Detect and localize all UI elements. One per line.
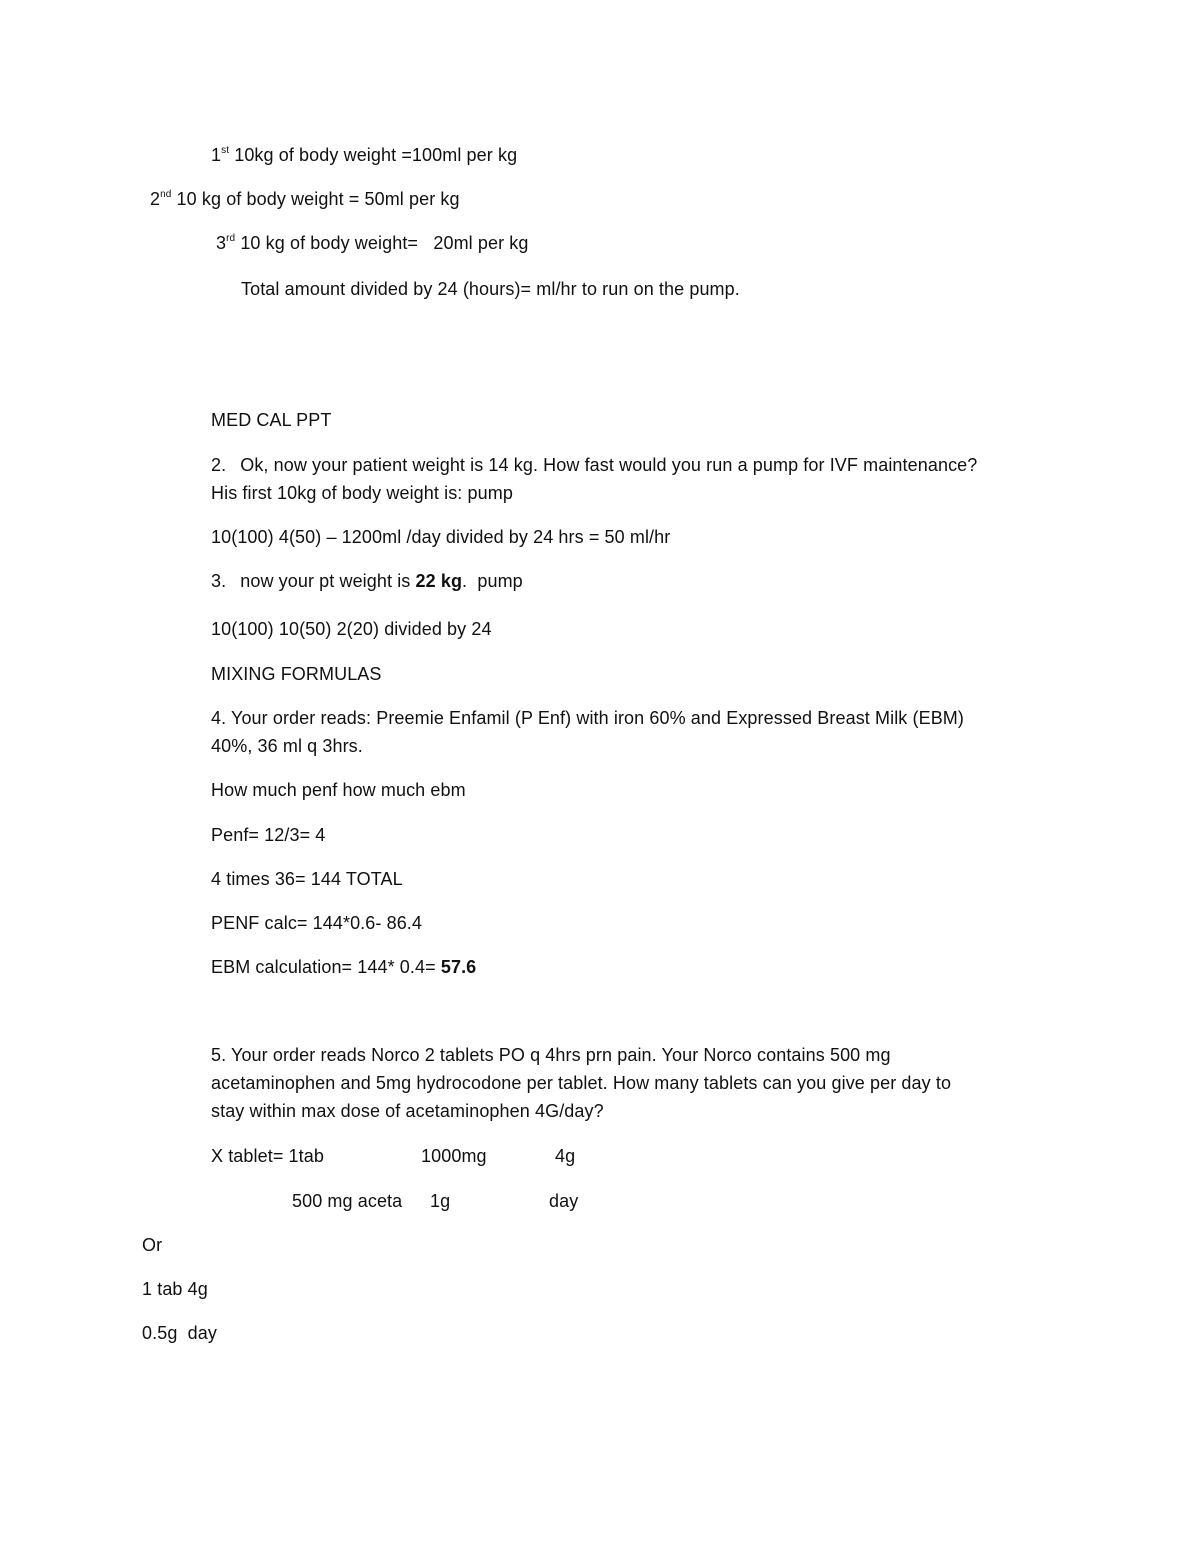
q4-line5: 4 times 36= 144 TOTAL xyxy=(211,869,403,889)
q4-line2: 40%, 36 ml q 3hrs. xyxy=(211,736,363,756)
q5-or: Or xyxy=(142,1235,163,1255)
q3-calc: 10(100) 10(50) 2(20) divided by 24 xyxy=(211,619,492,639)
section-med-cal: MED CAL PPT xyxy=(211,410,332,430)
q3-text-b: . pump xyxy=(462,571,523,591)
rule-third-sup: rd xyxy=(226,233,236,244)
q5-row2-col2: 1g xyxy=(430,1191,451,1211)
q2-calc: 10(100) 4(50) – 1200ml /day divided by 24 hrs = 50 ml/hr xyxy=(211,527,671,547)
q4-line6: PENF calc= 144*0.6- 86.4 xyxy=(211,913,423,933)
q5-alt2: 0.5g day xyxy=(142,1323,217,1343)
q5-line2: acetaminophen and 5mg hydrocodone per tablet. How many tablets can you give per day to xyxy=(211,1073,952,1093)
q5-row2-col1: 500 mg aceta xyxy=(292,1191,403,1211)
q5-row1-col2: 1000mg xyxy=(421,1146,487,1166)
rule-first-text: 10kg of body weight =100ml per kg xyxy=(229,145,518,165)
q2-text: Ok, now your patient weight is 14 kg. How fast would you run a pump for IVF maintenance? xyxy=(240,455,978,475)
rule-third-10kg xyxy=(216,231,529,255)
q3-number: 3. xyxy=(211,571,227,591)
q4-line3: How much penf how much ebm xyxy=(211,780,466,800)
q5-line1: 5. Your order reads Norco 2 tablets PO q 4hrs prn pain. Your Norco contains 500 mg xyxy=(211,1045,891,1065)
q4-line7-bold: 57.6 xyxy=(440,957,477,977)
q5-alt1: 1 tab 4g xyxy=(142,1279,208,1299)
total-amount-line: Total amount divided by 24 (hours)= ml/hr to run on the pump. xyxy=(241,279,740,299)
rule-second-10kg xyxy=(150,187,460,211)
q5-line3: stay within max dose of acetaminophen 4G/day? xyxy=(211,1101,604,1121)
q4-line1: 4. Your order reads: Preemie Enfamil (P Enf) with iron 60% and Expressed Breast Milk (EBM) xyxy=(211,708,964,728)
q3-text-a: now your pt weight is xyxy=(240,571,416,591)
q5-row1-col3: 4g xyxy=(555,1146,576,1166)
q4-line7-text: EBM calculation= 144* 0.4= xyxy=(211,957,441,977)
q5-row2-col3: day xyxy=(549,1191,579,1211)
rule-first-sup: st xyxy=(221,145,230,156)
q4-line4: Penf= 12/3= 4 xyxy=(211,825,326,845)
q2-line2: His first 10kg of body weight is: pump xyxy=(211,483,513,503)
q3-weight-bold: 22 kg xyxy=(415,571,463,591)
q2-line1 xyxy=(211,453,977,477)
q3-line xyxy=(211,569,523,593)
rule-second-num: 2 xyxy=(150,189,161,209)
q5-row1-col1: X tablet= 1tab xyxy=(211,1146,324,1166)
q2-number: 2. xyxy=(211,455,227,475)
q4-line7 xyxy=(211,955,476,979)
rule-third-num: 3 xyxy=(216,233,227,253)
rule-first-num: 1 xyxy=(211,145,222,165)
rule-second-text: 10 kg of body weight = 50ml per kg xyxy=(171,189,460,209)
rule-third-text: 10 kg of body weight= 20ml per kg xyxy=(235,233,529,253)
rule-first-10kg xyxy=(211,143,517,167)
section-mixing-formulas: MIXING FORMULAS xyxy=(211,664,382,684)
rule-second-sup: nd xyxy=(160,189,172,200)
